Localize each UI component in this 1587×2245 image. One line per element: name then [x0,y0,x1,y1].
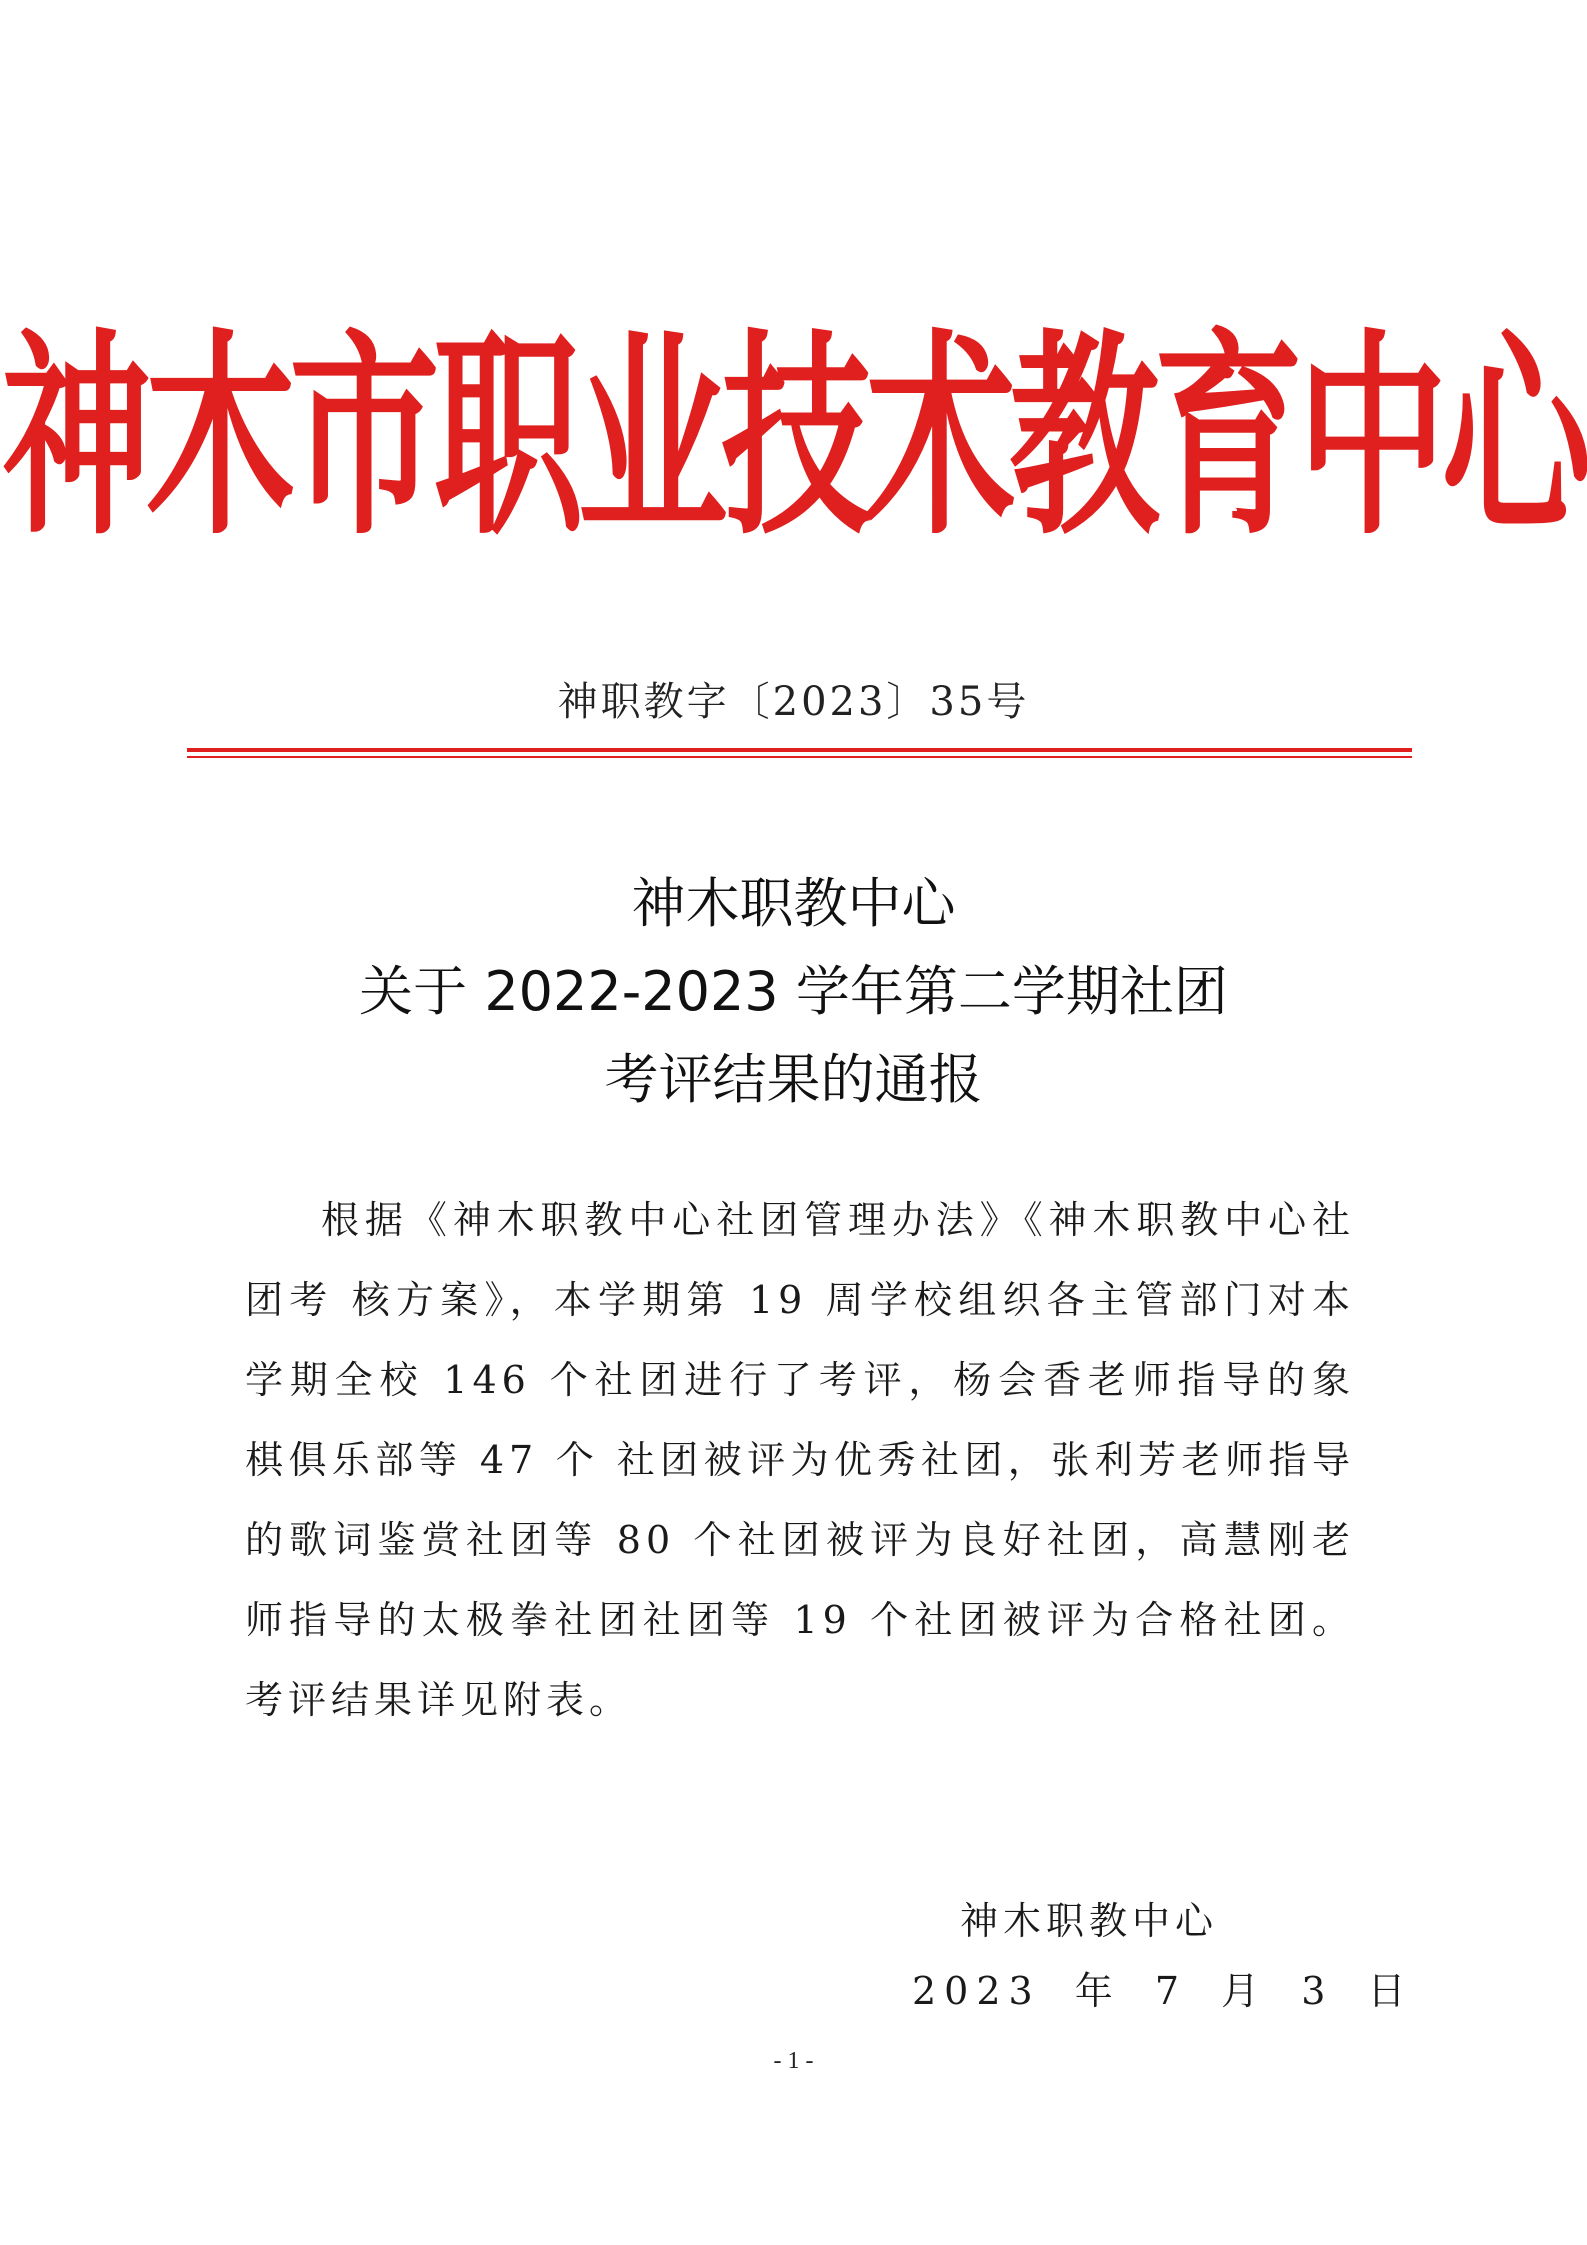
body-paragraph: 根据《神木职教中心社团管理办法》《神木职教中心社团考 核方案》，本学期第 19 周学校组织各主管部门对本学期全校 146 个社团进行了考评，杨会香老师指导的象棋俱乐部等 47 个 社团被评为优秀社团，张利芳老师指导的歌词鉴赏社团等 80 个社团被评为良好社团，高慧刚老师指导的太极拳社团社团等 19 个社团被评为合格社团。考评结果详见附表。 [245,1198,1355,1722]
red-divider-thin [187,756,1412,758]
page-number: - 1 - [773,2048,814,2074]
masthead-title: 神木市职业技术教育中心 [1,312,1586,565]
title-line-1: 神木职教中心 [631,872,956,935]
document-number: 神职教字〔2023〕35号 [557,679,1030,725]
signature-organization: 神木职教中心 [960,1899,1219,1943]
signature-date: 2023 年 7 月 3 日 [912,1969,1414,2013]
document-title [0,860,1587,1124]
title-line-3: 考评结果的通报 [604,1048,983,1111]
title-line-2: 关于 2022-2023 学年第二学期社团 [359,960,1228,1023]
red-divider-thick [187,748,1412,752]
